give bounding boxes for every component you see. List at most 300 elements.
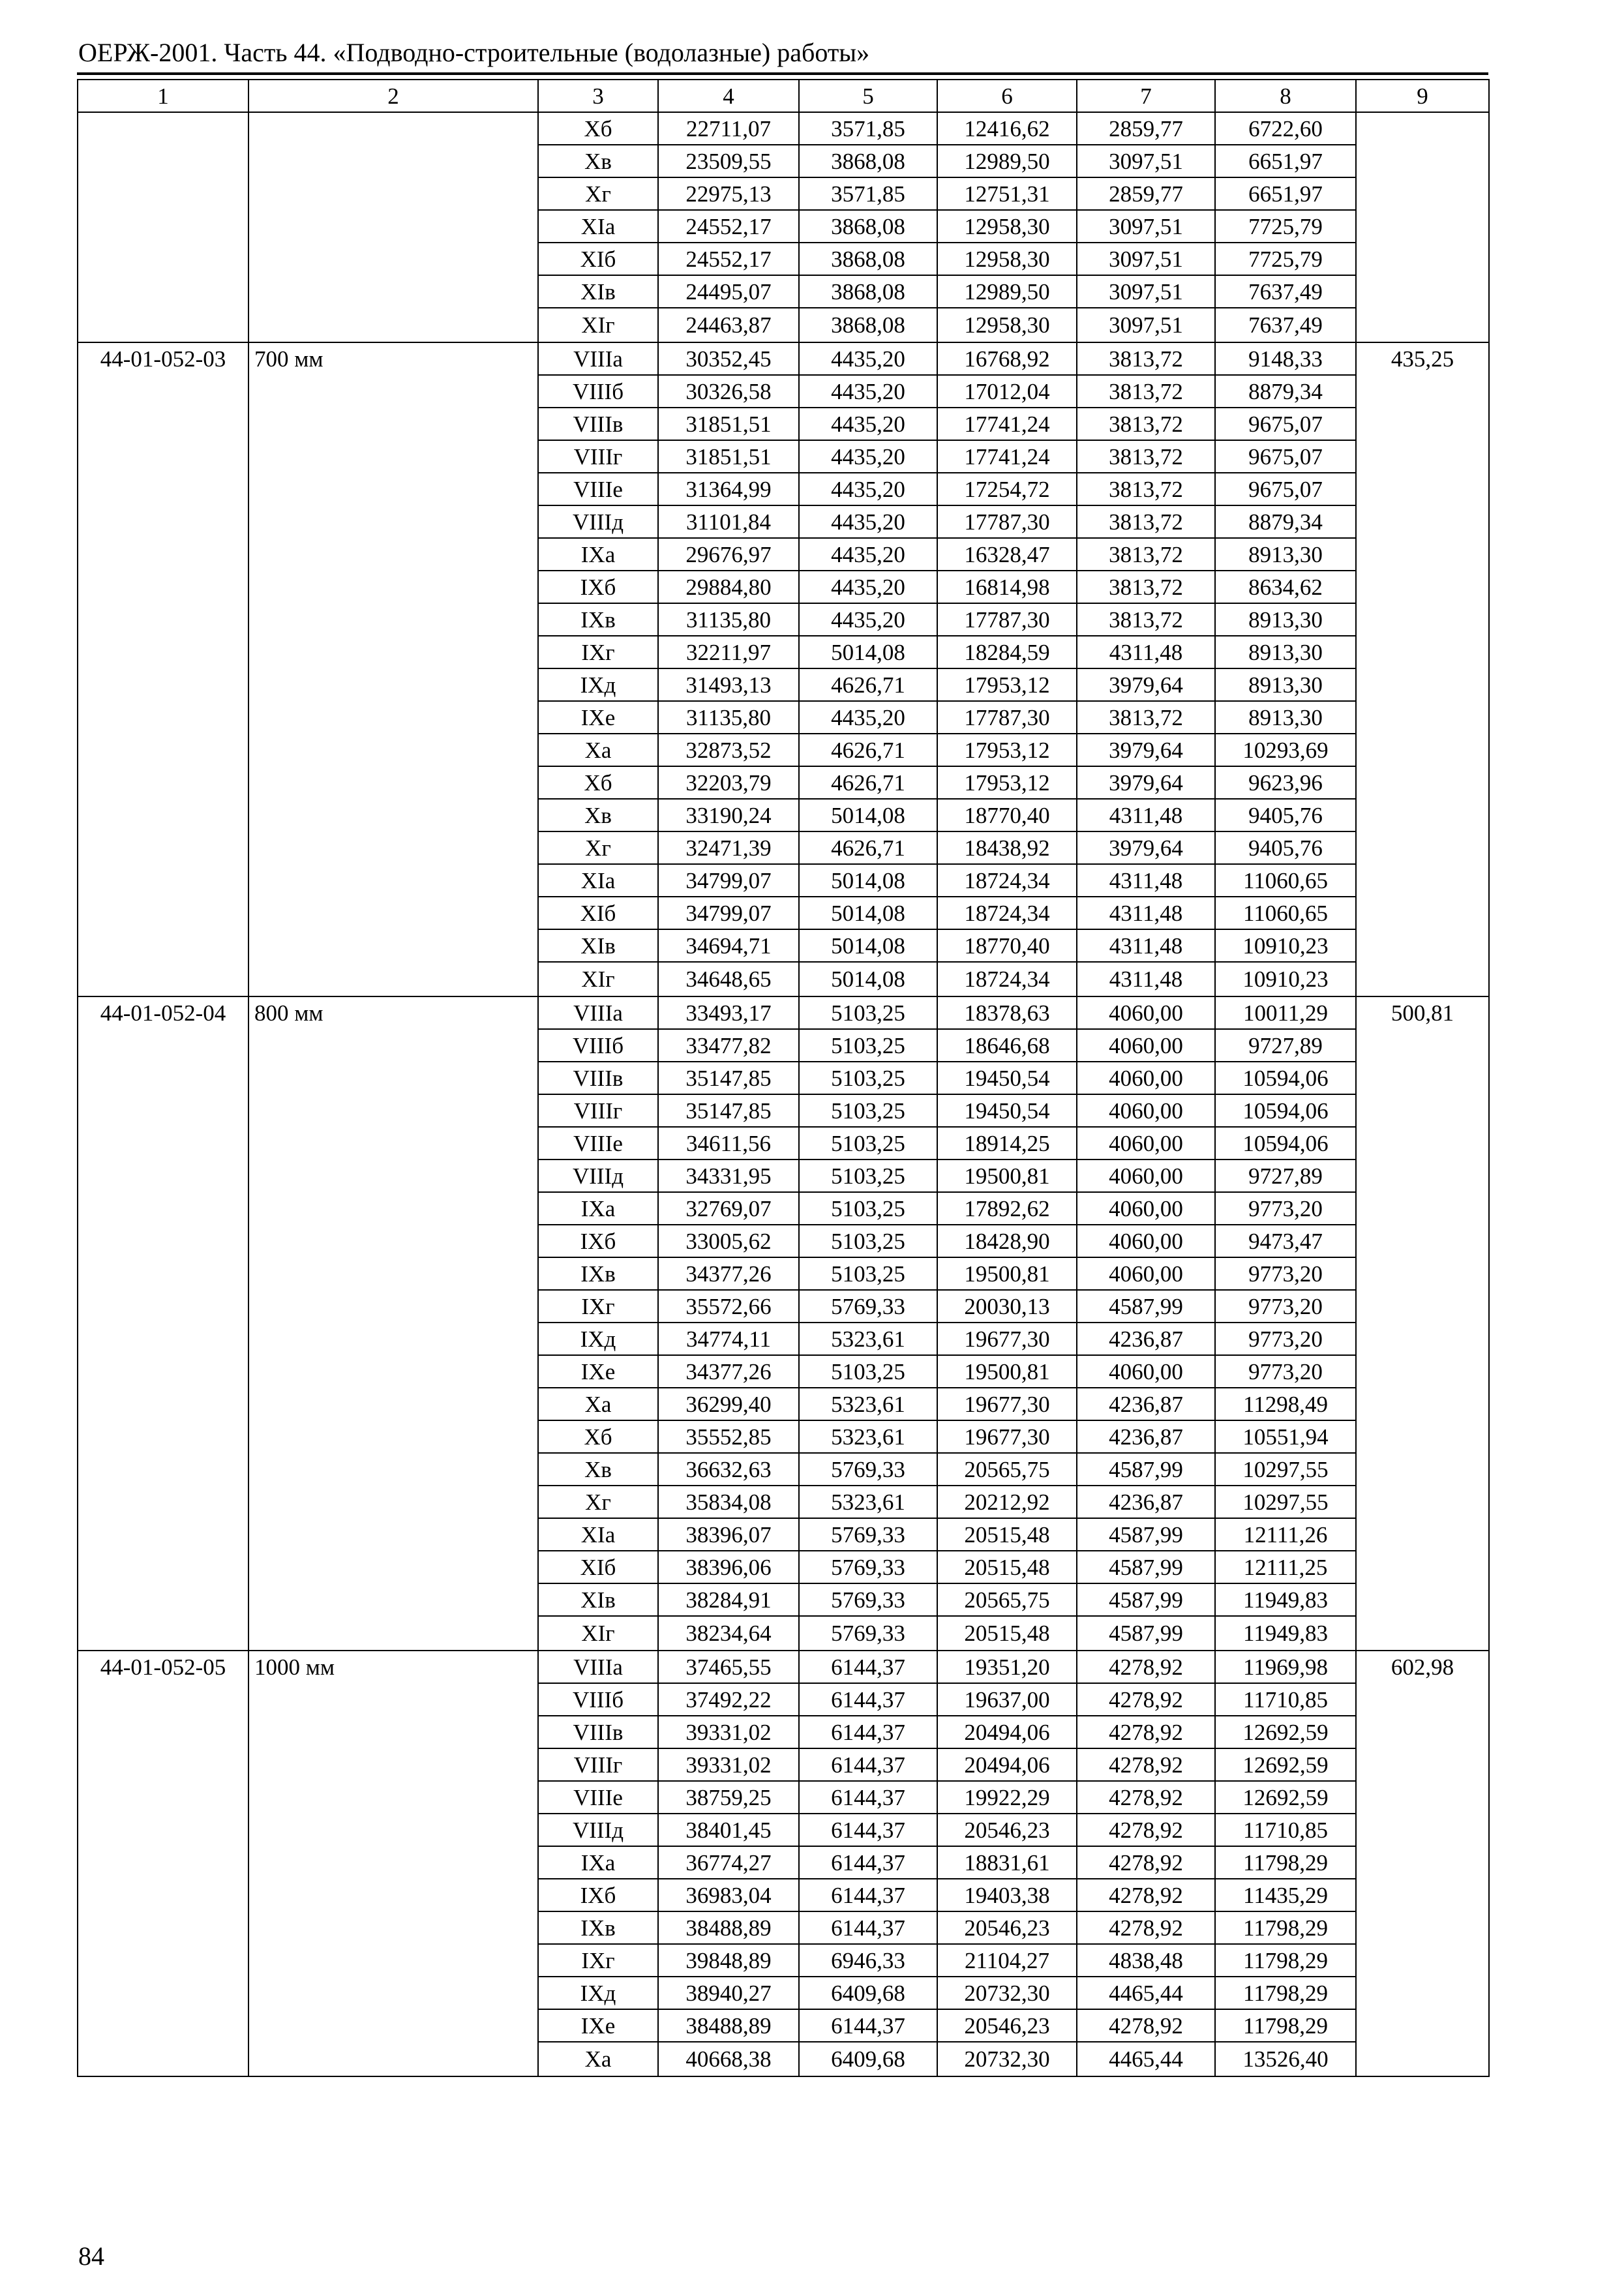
value-cell: 9473,47 — [1215, 1225, 1356, 1257]
value-cell: 6144,37 — [799, 1716, 937, 1748]
value-cell: 17012,04 — [937, 375, 1077, 408]
grade-cell: IХв — [538, 1911, 658, 1944]
item-code: 44-01-052-03 — [78, 342, 248, 996]
value-cell: 18428,90 — [937, 1225, 1077, 1257]
value-cell: 12989,50 — [937, 145, 1077, 177]
value-cell: 38396,06 — [658, 1551, 799, 1583]
column-header: 5 — [799, 80, 937, 112]
value-cell: 5323,61 — [799, 1486, 937, 1518]
value-cell: 16768,92 — [937, 342, 1077, 375]
value-cell: 38401,45 — [658, 1814, 799, 1846]
value-cell: 20546,23 — [937, 1911, 1077, 1944]
value-cell: 4435,20 — [799, 538, 937, 571]
grade-cell: IХа — [538, 1192, 658, 1225]
value-cell: 4278,92 — [1077, 1911, 1215, 1944]
grade-cell: VIIIг — [538, 440, 658, 473]
value-cell: 8913,30 — [1215, 603, 1356, 636]
value-cell: 4587,99 — [1077, 1453, 1215, 1486]
value-cell: 35552,85 — [658, 1420, 799, 1453]
value-cell: 34774,11 — [658, 1323, 799, 1355]
grade-cell: VIIIа — [538, 1651, 658, 1683]
value-cell: 4626,71 — [799, 831, 937, 864]
value-cell: 5103,25 — [799, 1159, 937, 1192]
value-cell: 9773,20 — [1215, 1355, 1356, 1388]
value-cell: 8913,30 — [1215, 636, 1356, 668]
item-size: 800 мм — [248, 996, 538, 1651]
value-cell: 9148,33 — [1215, 342, 1356, 375]
value-cell: 9675,07 — [1215, 473, 1356, 505]
grade-cell: ХIб — [538, 897, 658, 929]
value-cell: 7637,49 — [1215, 275, 1356, 308]
value-cell: 4060,00 — [1077, 1127, 1215, 1159]
grade-cell: Хг — [538, 1486, 658, 1518]
value-cell: 12958,30 — [937, 210, 1077, 243]
value-cell: 38396,07 — [658, 1518, 799, 1551]
grade-cell: ХIб — [538, 243, 658, 275]
grade-cell: IХв — [538, 603, 658, 636]
value-cell: 5769,33 — [799, 1290, 937, 1323]
value-cell: 10594,06 — [1215, 1127, 1356, 1159]
value-cell: 5014,08 — [799, 897, 937, 929]
value-cell: 20494,06 — [937, 1748, 1077, 1781]
value-cell: 11798,29 — [1215, 1944, 1356, 1977]
value-cell: 12692,59 — [1215, 1781, 1356, 1814]
value-cell: 38284,91 — [658, 1583, 799, 1616]
value-cell: 37465,55 — [658, 1651, 799, 1683]
value-cell: 10910,23 — [1215, 962, 1356, 996]
value-cell: 4278,92 — [1077, 1716, 1215, 1748]
grade-cell: Хв — [538, 799, 658, 831]
value-cell: 18770,40 — [937, 799, 1077, 831]
value-cell: 4278,92 — [1077, 1814, 1215, 1846]
column-number-row — [78, 80, 1489, 112]
value-cell: 6946,33 — [799, 1944, 937, 1977]
value-cell: 34694,71 — [658, 929, 799, 962]
value-cell: 5769,33 — [799, 1551, 937, 1583]
value-cell: 18724,34 — [937, 962, 1077, 996]
value-cell: 12958,30 — [937, 243, 1077, 275]
value-cell: 35147,85 — [658, 1094, 799, 1127]
table-row — [78, 342, 1489, 375]
value-cell: 4435,20 — [799, 440, 937, 473]
value-cell: 4278,92 — [1077, 1683, 1215, 1716]
value-cell: 11969,98 — [1215, 1651, 1356, 1683]
value-cell: 9405,76 — [1215, 799, 1356, 831]
value-cell: 13526,40 — [1215, 2042, 1356, 2076]
value-cell: 6144,37 — [799, 2009, 937, 2042]
value-cell: 3813,72 — [1077, 342, 1215, 375]
value-cell: 17787,30 — [937, 701, 1077, 734]
value-cell: 12111,25 — [1215, 1551, 1356, 1583]
value-cell: 4278,92 — [1077, 1748, 1215, 1781]
value-cell: 4278,92 — [1077, 1781, 1215, 1814]
value-cell: 3813,72 — [1077, 505, 1215, 538]
value-cell: 11949,83 — [1215, 1616, 1356, 1651]
value-cell: 4465,44 — [1077, 1977, 1215, 2009]
value-cell: 4060,00 — [1077, 1225, 1215, 1257]
value-cell: 4626,71 — [799, 766, 937, 799]
column-header: 7 — [1077, 80, 1215, 112]
value-cell: 4236,87 — [1077, 1420, 1215, 1453]
grade-cell: IХб — [538, 1879, 658, 1911]
grade-cell: IХг — [538, 636, 658, 668]
value-cell: 17741,24 — [937, 440, 1077, 473]
value-cell: 30352,45 — [658, 342, 799, 375]
value-cell: 4311,48 — [1077, 636, 1215, 668]
value-cell: 31851,51 — [658, 440, 799, 473]
grade-cell: IХе — [538, 1355, 658, 1388]
price-table — [77, 79, 1490, 2077]
value-cell: 11798,29 — [1215, 1846, 1356, 1879]
value-cell: 4278,92 — [1077, 1651, 1215, 1683]
value-cell: 4278,92 — [1077, 1846, 1215, 1879]
page-number: 84 — [78, 2241, 104, 2271]
value-cell: 11060,65 — [1215, 864, 1356, 897]
value-cell: 9773,20 — [1215, 1290, 1356, 1323]
column-header: 2 — [248, 80, 538, 112]
value-cell: 19450,54 — [937, 1062, 1077, 1094]
value-cell: 18724,34 — [937, 897, 1077, 929]
value-cell: 34377,26 — [658, 1355, 799, 1388]
grade-cell: VIIIг — [538, 1748, 658, 1781]
grade-cell: VIIIд — [538, 1159, 658, 1192]
value-cell: 6144,37 — [799, 1846, 937, 1879]
value-cell: 3979,64 — [1077, 831, 1215, 864]
value-cell: 18284,59 — [937, 636, 1077, 668]
value-cell: 19677,30 — [937, 1323, 1077, 1355]
grade-cell: IХа — [538, 1846, 658, 1879]
grade-cell: Ха — [538, 734, 658, 766]
value-cell: 19500,81 — [937, 1355, 1077, 1388]
grade-cell: Хв — [538, 1453, 658, 1486]
value-cell: 6144,37 — [799, 1683, 937, 1716]
value-cell: 5103,25 — [799, 1029, 937, 1062]
column9-value — [1356, 112, 1489, 342]
value-cell: 36632,63 — [658, 1453, 799, 1486]
value-cell: 24552,17 — [658, 243, 799, 275]
value-cell: 4587,99 — [1077, 1518, 1215, 1551]
value-cell: 3813,72 — [1077, 440, 1215, 473]
value-cell: 3571,85 — [799, 177, 937, 210]
value-cell: 4060,00 — [1077, 1192, 1215, 1225]
grade-cell: VIIIб — [538, 1029, 658, 1062]
value-cell: 9727,89 — [1215, 1029, 1356, 1062]
value-cell: 19351,20 — [937, 1651, 1077, 1683]
value-cell: 17892,62 — [937, 1192, 1077, 1225]
grade-cell: ХIб — [538, 1551, 658, 1583]
value-cell: 11798,29 — [1215, 2009, 1356, 2042]
table-row — [78, 1651, 1489, 1683]
value-cell: 4278,92 — [1077, 1879, 1215, 1911]
value-cell: 22711,07 — [658, 112, 799, 145]
grade-cell: Хв — [538, 145, 658, 177]
value-cell: 3813,72 — [1077, 375, 1215, 408]
value-cell: 12958,30 — [937, 308, 1077, 342]
value-cell: 19450,54 — [937, 1094, 1077, 1127]
value-cell: 4435,20 — [799, 571, 937, 603]
value-cell: 4236,87 — [1077, 1323, 1215, 1355]
value-cell: 3097,51 — [1077, 243, 1215, 275]
column-header: 6 — [937, 80, 1077, 112]
value-cell: 31364,99 — [658, 473, 799, 505]
item-size — [248, 112, 538, 342]
value-cell: 12692,59 — [1215, 1716, 1356, 1748]
value-cell: 32211,97 — [658, 636, 799, 668]
value-cell: 18831,61 — [937, 1846, 1077, 1879]
value-cell: 4311,48 — [1077, 799, 1215, 831]
grade-cell: ХIг — [538, 962, 658, 996]
item-code: 44-01-052-05 — [78, 1651, 248, 2076]
column9-value: 435,25 — [1356, 342, 1489, 996]
column-header: 4 — [658, 80, 799, 112]
grade-cell: Ха — [538, 2042, 658, 2076]
value-cell: 5103,25 — [799, 1127, 937, 1159]
value-cell: 12416,62 — [937, 112, 1077, 145]
value-cell: 20546,23 — [937, 2009, 1077, 2042]
value-cell: 5103,25 — [799, 1062, 937, 1094]
value-cell: 36299,40 — [658, 1388, 799, 1420]
grade-cell: ХIг — [538, 1616, 658, 1651]
value-cell: 3813,72 — [1077, 473, 1215, 505]
grade-cell: ХIв — [538, 1583, 658, 1616]
value-cell: 9773,20 — [1215, 1192, 1356, 1225]
value-cell: 6144,37 — [799, 1781, 937, 1814]
value-cell: 6722,60 — [1215, 112, 1356, 145]
value-cell: 3813,72 — [1077, 408, 1215, 440]
grade-cell: VIIIб — [538, 1683, 658, 1716]
value-cell: 4435,20 — [799, 701, 937, 734]
grade-cell: VIIIа — [538, 342, 658, 375]
value-cell: 4060,00 — [1077, 1257, 1215, 1290]
value-cell: 4311,48 — [1077, 897, 1215, 929]
value-cell: 4060,00 — [1077, 1159, 1215, 1192]
value-cell: 4311,48 — [1077, 864, 1215, 897]
value-cell: 17953,12 — [937, 668, 1077, 701]
grade-cell: IХд — [538, 1323, 658, 1355]
value-cell: 3571,85 — [799, 112, 937, 145]
value-cell: 5769,33 — [799, 1583, 937, 1616]
table-body — [78, 112, 1489, 2076]
value-cell: 4236,87 — [1077, 1388, 1215, 1420]
value-cell: 19637,00 — [937, 1683, 1077, 1716]
value-cell: 34799,07 — [658, 897, 799, 929]
value-cell: 38234,64 — [658, 1616, 799, 1651]
value-cell: 4435,20 — [799, 473, 937, 505]
value-cell: 5103,25 — [799, 1094, 937, 1127]
value-cell: 5014,08 — [799, 962, 937, 996]
value-cell: 18378,63 — [937, 996, 1077, 1029]
value-cell: 32203,79 — [658, 766, 799, 799]
value-cell: 7725,79 — [1215, 243, 1356, 275]
value-cell: 20494,06 — [937, 1716, 1077, 1748]
value-cell: 33190,24 — [658, 799, 799, 831]
value-cell: 3868,08 — [799, 308, 937, 342]
value-cell: 20515,48 — [937, 1551, 1077, 1583]
value-cell: 19922,29 — [937, 1781, 1077, 1814]
value-cell: 3868,08 — [799, 275, 937, 308]
grade-cell: Хб — [538, 766, 658, 799]
value-cell: 17787,30 — [937, 505, 1077, 538]
value-cell: 7725,79 — [1215, 210, 1356, 243]
value-cell: 9405,76 — [1215, 831, 1356, 864]
value-cell: 3813,72 — [1077, 538, 1215, 571]
value-cell: 20565,75 — [937, 1583, 1077, 1616]
value-cell: 11710,85 — [1215, 1814, 1356, 1846]
value-cell: 38488,89 — [658, 2009, 799, 2042]
value-cell: 23509,55 — [658, 145, 799, 177]
value-cell: 11798,29 — [1215, 1911, 1356, 1944]
value-cell: 3097,51 — [1077, 210, 1215, 243]
value-cell: 17254,72 — [937, 473, 1077, 505]
value-cell: 4435,20 — [799, 408, 937, 440]
value-cell: 36983,04 — [658, 1879, 799, 1911]
value-cell: 3813,72 — [1077, 603, 1215, 636]
value-cell: 19500,81 — [937, 1257, 1077, 1290]
value-cell: 29676,97 — [658, 538, 799, 571]
value-cell: 3097,51 — [1077, 145, 1215, 177]
value-cell: 5014,08 — [799, 929, 937, 962]
value-cell: 5323,61 — [799, 1420, 937, 1453]
value-cell: 4060,00 — [1077, 1094, 1215, 1127]
value-cell: 12111,26 — [1215, 1518, 1356, 1551]
value-cell: 5323,61 — [799, 1388, 937, 1420]
value-cell: 31851,51 — [658, 408, 799, 440]
grade-cell: ХIа — [538, 864, 658, 897]
header-rule — [77, 72, 1488, 75]
value-cell: 24495,07 — [658, 275, 799, 308]
value-cell: 9623,96 — [1215, 766, 1356, 799]
value-cell: 38488,89 — [658, 1911, 799, 1944]
value-cell: 38759,25 — [658, 1781, 799, 1814]
value-cell: 39331,02 — [658, 1716, 799, 1748]
value-cell: 22975,13 — [658, 177, 799, 210]
value-cell: 11435,29 — [1215, 1879, 1356, 1911]
value-cell: 31135,80 — [658, 603, 799, 636]
value-cell: 21104,27 — [937, 1944, 1077, 1977]
value-cell: 35147,85 — [658, 1062, 799, 1094]
value-cell: 8913,30 — [1215, 668, 1356, 701]
value-cell: 4236,87 — [1077, 1486, 1215, 1518]
grade-cell: VIIIе — [538, 473, 658, 505]
grade-cell: Ха — [538, 1388, 658, 1420]
value-cell: 3097,51 — [1077, 275, 1215, 308]
value-cell: 38940,27 — [658, 1977, 799, 2009]
value-cell: 39848,89 — [658, 1944, 799, 1977]
value-cell: 4060,00 — [1077, 1355, 1215, 1388]
value-cell: 7637,49 — [1215, 308, 1356, 342]
grade-cell: IХг — [538, 1290, 658, 1323]
value-cell: 6409,68 — [799, 2042, 937, 2076]
value-cell: 3097,51 — [1077, 308, 1215, 342]
value-cell: 32471,39 — [658, 831, 799, 864]
value-cell: 12692,59 — [1215, 1748, 1356, 1781]
value-cell: 11710,85 — [1215, 1683, 1356, 1716]
grade-cell: ХIв — [538, 929, 658, 962]
value-cell: 17787,30 — [937, 603, 1077, 636]
value-cell: 37492,22 — [658, 1683, 799, 1716]
grade-cell: VIIIе — [538, 1127, 658, 1159]
grade-cell: VIIIв — [538, 408, 658, 440]
value-cell: 16814,98 — [937, 571, 1077, 603]
grade-cell: IХб — [538, 571, 658, 603]
value-cell: 17953,12 — [937, 766, 1077, 799]
value-cell: 4435,20 — [799, 603, 937, 636]
value-cell: 20515,48 — [937, 1616, 1077, 1651]
value-cell: 10297,55 — [1215, 1486, 1356, 1518]
value-cell: 12989,50 — [937, 275, 1077, 308]
value-cell: 4587,99 — [1077, 1583, 1215, 1616]
value-cell: 6651,97 — [1215, 145, 1356, 177]
value-cell: 6144,37 — [799, 1814, 937, 1846]
grade-cell: IХг — [538, 1944, 658, 1977]
value-cell: 34377,26 — [658, 1257, 799, 1290]
value-cell: 6651,97 — [1215, 177, 1356, 210]
value-cell: 10011,29 — [1215, 996, 1356, 1029]
value-cell: 9675,07 — [1215, 408, 1356, 440]
value-cell: 32769,07 — [658, 1192, 799, 1225]
column-header: 9 — [1356, 80, 1489, 112]
value-cell: 4311,48 — [1077, 929, 1215, 962]
value-cell: 3813,72 — [1077, 701, 1215, 734]
value-cell: 40668,38 — [658, 2042, 799, 2076]
value-cell: 5323,61 — [799, 1323, 937, 1355]
value-cell: 4435,20 — [799, 375, 937, 408]
grade-cell: IХд — [538, 1977, 658, 2009]
value-cell: 32873,52 — [658, 734, 799, 766]
value-cell: 4060,00 — [1077, 1062, 1215, 1094]
grade-cell: Хб — [538, 112, 658, 145]
value-cell: 5103,25 — [799, 1192, 937, 1225]
value-cell: 2859,77 — [1077, 112, 1215, 145]
value-cell: 3868,08 — [799, 210, 937, 243]
value-cell: 18646,68 — [937, 1029, 1077, 1062]
value-cell: 31135,80 — [658, 701, 799, 734]
value-cell: 4311,48 — [1077, 962, 1215, 996]
value-cell: 3868,08 — [799, 145, 937, 177]
value-cell: 33493,17 — [658, 996, 799, 1029]
column-header: 3 — [538, 80, 658, 112]
value-cell: 19677,30 — [937, 1420, 1077, 1453]
column-header: 8 — [1215, 80, 1356, 112]
value-cell: 4465,44 — [1077, 2042, 1215, 2076]
value-cell: 10594,06 — [1215, 1062, 1356, 1094]
value-cell: 35834,08 — [658, 1486, 799, 1518]
value-cell: 24463,87 — [658, 308, 799, 342]
value-cell: 39331,02 — [658, 1748, 799, 1781]
value-cell: 4626,71 — [799, 668, 937, 701]
value-cell: 20546,23 — [937, 1814, 1077, 1846]
value-cell: 19500,81 — [937, 1159, 1077, 1192]
grade-cell: ХIв — [538, 275, 658, 308]
value-cell: 6144,37 — [799, 1651, 937, 1683]
value-cell: 9773,20 — [1215, 1323, 1356, 1355]
grade-cell: VIIIб — [538, 375, 658, 408]
value-cell: 6144,37 — [799, 1748, 937, 1781]
value-cell: 8879,34 — [1215, 375, 1356, 408]
value-cell: 4060,00 — [1077, 996, 1215, 1029]
item-size: 1000 мм — [248, 1651, 538, 2076]
value-cell: 20732,30 — [937, 1977, 1077, 2009]
value-cell: 11949,83 — [1215, 1583, 1356, 1616]
value-cell: 4435,20 — [799, 505, 937, 538]
grade-cell: Хг — [538, 177, 658, 210]
grade-cell: IХд — [538, 668, 658, 701]
grade-cell: VIIIе — [538, 1781, 658, 1814]
grade-cell: ХIг — [538, 308, 658, 342]
value-cell: 5769,33 — [799, 1616, 937, 1651]
value-cell: 4587,99 — [1077, 1616, 1215, 1651]
value-cell: 11298,49 — [1215, 1388, 1356, 1420]
